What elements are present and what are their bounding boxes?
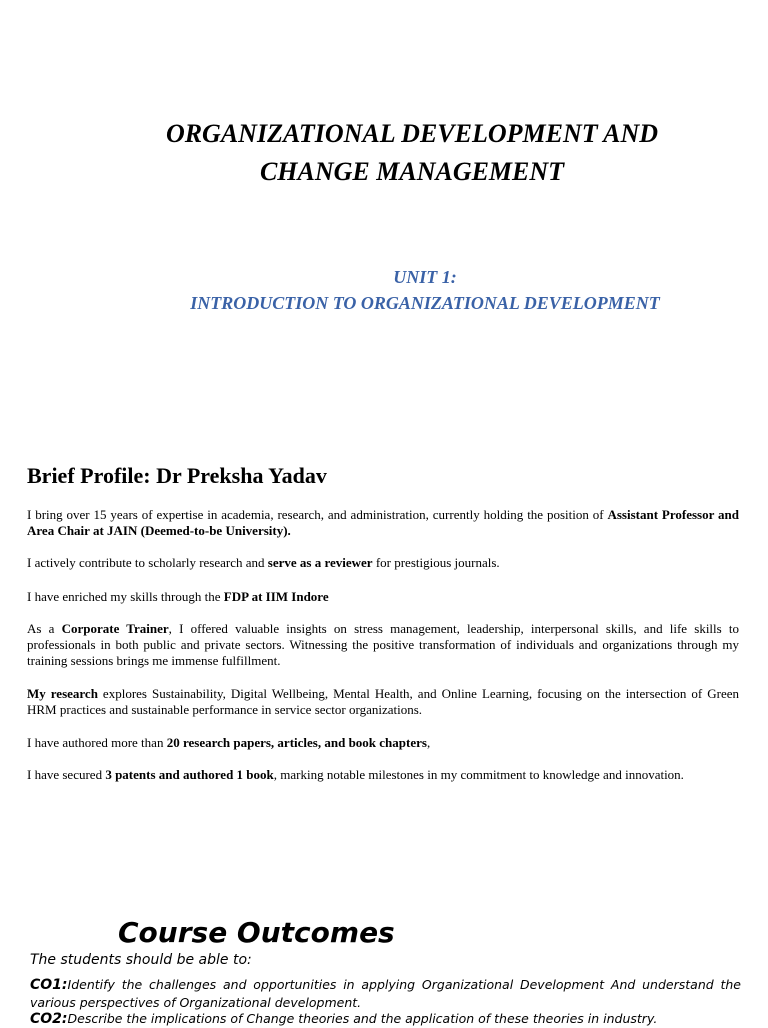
course-outcome-code: CO2: bbox=[30, 1011, 68, 1027]
profile-paragraph-research: My research explores Sustainability, Digital Wellbeing, Mental Health, and Online Learning, focusing on the intersection of Green HRM practices and sustainable performance in service sector organizations. bbox=[27, 686, 739, 717]
profile-paragraph-trainer: As a Corporate Trainer, I offered valuable insights on stress management, leadership, interpersonal skills, and life skills to professionals in both public and private sectors. Witnessing the positive transformation of individuals and organizations through my training sessions brings me immense fulfillment. bbox=[27, 621, 740, 668]
document-title bbox=[0, 115, 768, 191]
profile-paragraph-fdp: I have enriched my skills through the FDP at IIM Indore bbox=[27, 589, 329, 604]
course-outcomes-heading: Course Outcomes bbox=[118, 916, 395, 949]
unit-title: INTRODUCTION TO ORGANIZATIONAL DEVELOPMENT bbox=[190, 293, 660, 313]
title-line-1: ORGANIZATIONAL DEVELOPMENT AND bbox=[165, 119, 659, 148]
unit-number: UNIT 1: bbox=[393, 267, 457, 287]
course-outcome-item: CO1:Identify the challenges and opportunities in applying Organizational Development And understand the various perspectives of Organizational development. bbox=[30, 977, 741, 1010]
unit-heading bbox=[0, 264, 768, 316]
profile-heading: Brief Profile: Dr Preksha Yadav bbox=[27, 463, 327, 488]
course-outcome-item: CO2:Describe the implications of Change theories and the application of these theories in industry. bbox=[30, 1011, 658, 1027]
title-line-2: CHANGE MANAGEMENT bbox=[259, 157, 565, 186]
course-outcomes-subtitle: The students should be able to: bbox=[30, 952, 252, 968]
profile-paragraph-publications: I have authored more than 20 research papers, articles, and book chapters, bbox=[27, 735, 431, 750]
profile-paragraph-patents: I have secured 3 patents and authored 1 book, marking notable milestones in my commitment to knowledge and innovation. bbox=[27, 767, 684, 782]
profile-paragraph-experience: I bring over 15 years of expertise in academia, research, and administration, currently holding the position of Assistant Professor and Area Chair at JAIN (Deemed-to-be University). bbox=[27, 507, 739, 538]
course-outcome-code: CO1: bbox=[30, 977, 68, 993]
profile-paragraph-reviewer: I actively contribute to scholarly research and serve as a reviewer for prestigious journals. bbox=[27, 555, 500, 570]
